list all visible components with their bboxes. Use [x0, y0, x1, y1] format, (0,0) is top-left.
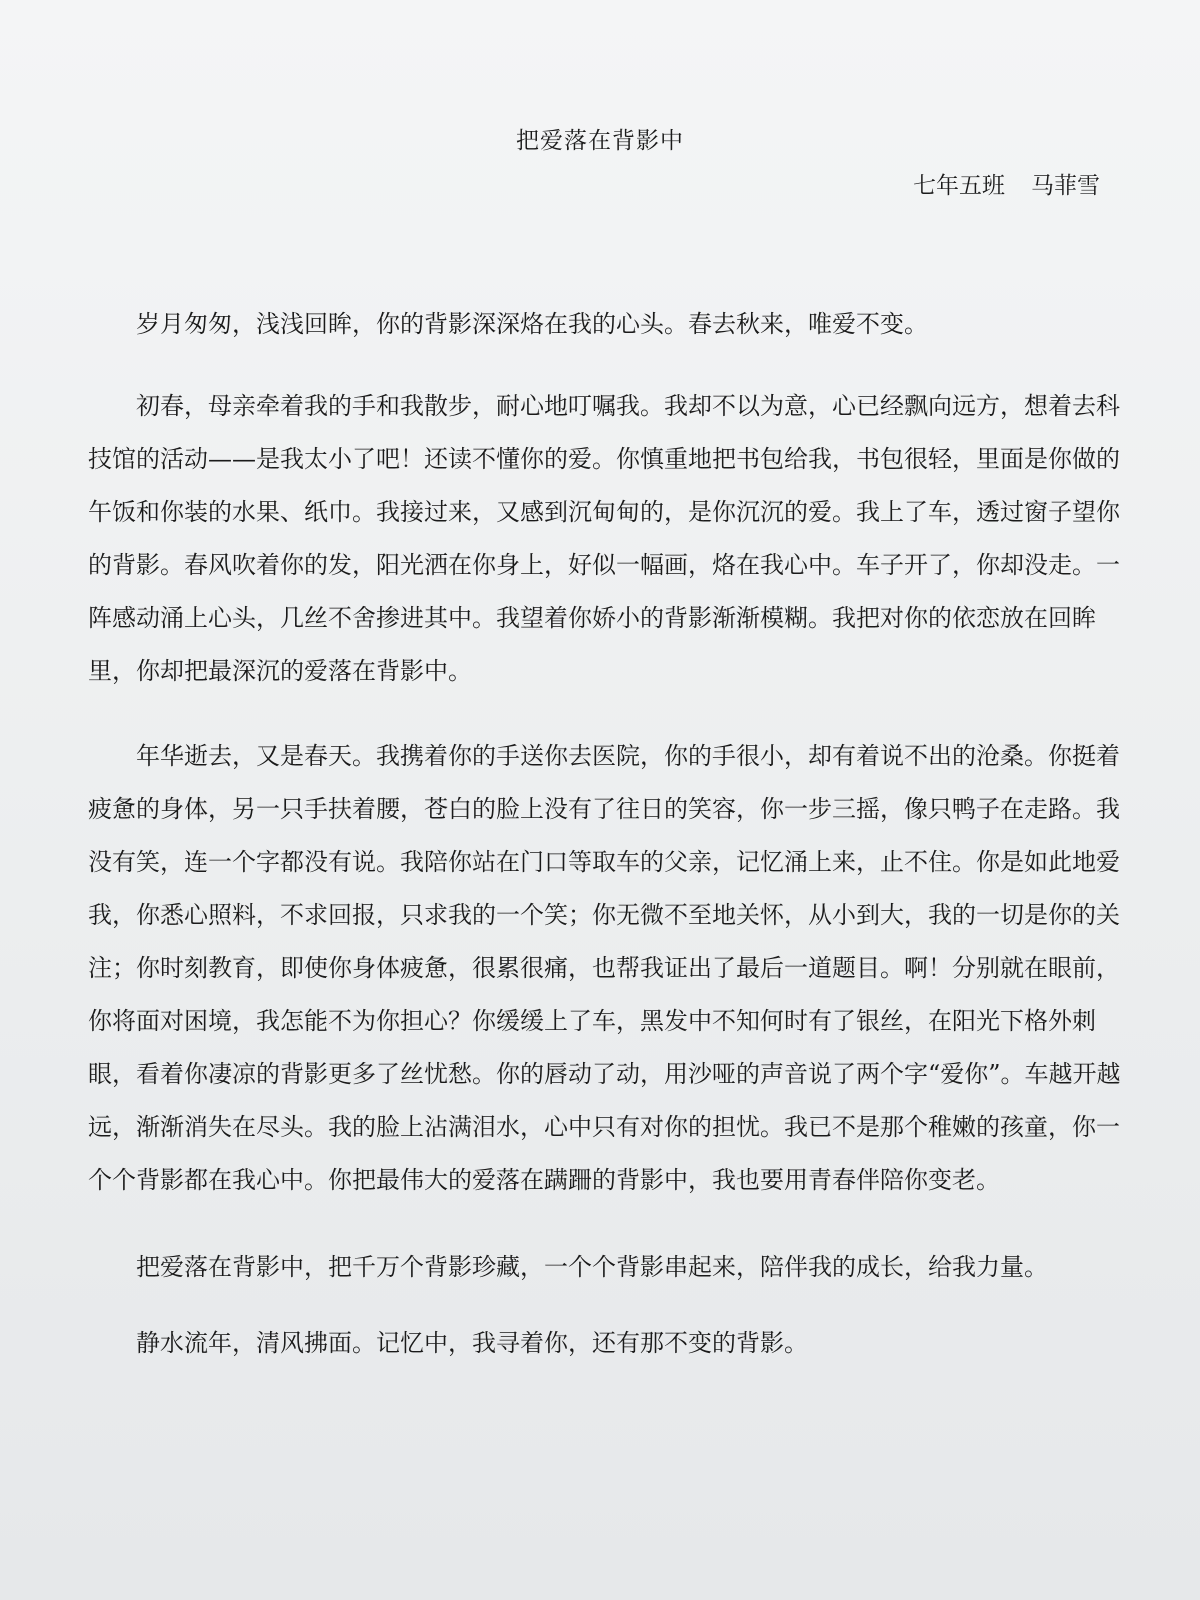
- byline-class: 七年五班: [913, 173, 1005, 199]
- paragraph-4: 把爱落在背影中，把千万个背影珍藏，一个个背影串起来，陪伴我的成长，给我力量。: [136, 1253, 1048, 1281]
- paragraph-2: 初春，母亲牵着我的手和我散步，耐心地叮嘱我。我却不以为意，心已经飘向远方，想着去科技馆的活动——是我太小了吧！还读不懂你的爱。你慎重地把书包给我，书包很轻，里面是你做的午饭和你装的水果、纸巾。我接过来，又感到沉甸甸的，是你沉沉的爱。我上了车，透过窗子望你的背影。春风吹着你的发，阳光洒在你身上，好似一幅画，烙在我心中。车子开了，你却没走。一阵感动涌上心头，几丝不舍掺进其中。我望着你娇小的背影渐渐模糊。我把对你的依恋放在回眸里，你却把最深沉的爱落在背影中。: [88, 392, 1120, 685]
- essay-body: [88, 298, 1133, 1370]
- byline: [913, 167, 1100, 200]
- document-title: 把爱落在背影中: [516, 128, 684, 154]
- paragraph-1: 岁月匆匆，浅浅回眸，你的背影深深烙在我的心头。春去秋来，唯爱不变。: [136, 310, 928, 338]
- paragraph-5: 静水流年，清风拂面。记忆中，我寻着你，还有那不变的背影。: [136, 1329, 808, 1357]
- byline-author: 马菲雪: [1031, 173, 1100, 199]
- paragraph-3: 年华逝去，又是春天。我携着你的手送你去医院，你的手很小，却有着说不出的沧桑。你挺着疲惫的身体，另一只手扶着腰，苍白的脸上没有了往日的笑容，你一步三摇，像只鸭子在走路。我没有笑，连一个字都没有说。我陪你站在门口等取车的父亲，记忆涌上来，止不住。你是如此地爱我，你悉心照料，不求回报，只求我的一个笑；你无微不至地关怀，从小到大，我的一切是你的关注；你时刻教育，即使你身体疲惫，很累很痛，也帮我证出了最后一道题目。啊！分别就在眼前，你将面对困境，我怎能不为你担心？你缓缓上了车，黑发中不知何时有了银丝，在阳光下格外刺眼，看着你凄凉的背影更多了丝忧愁。你的唇动了动，用沙哑的声音说了两个字“爱你”。车越开越远，渐渐消失在尽头。我的脸上沾满泪水，心中只有对你的担忧。我已不是那个稚嫩的孩童，你一个个背影都在我心中。你把最伟大的爱落在蹒跚的背影中，我也要用青春伴陪你变老。: [88, 742, 1121, 1194]
